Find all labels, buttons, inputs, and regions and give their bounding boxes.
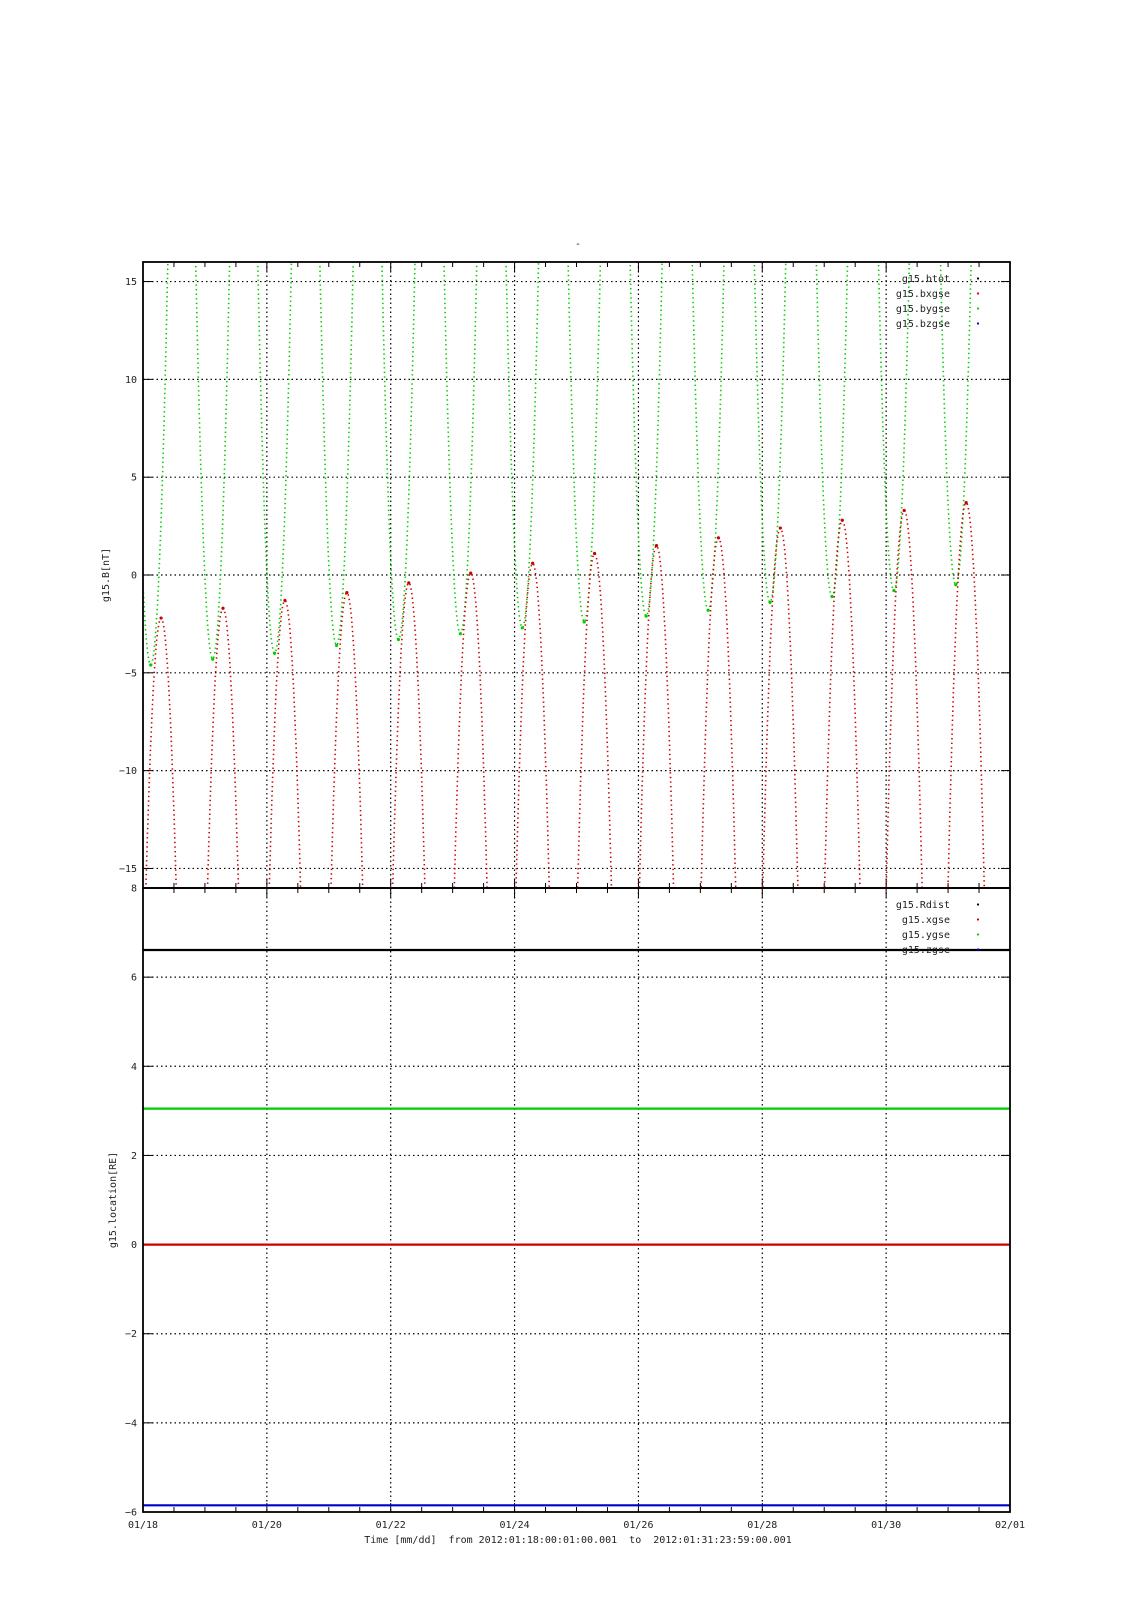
y-tick-label: 5: [130, 472, 137, 484]
legend-label: g15.ygse: [901, 930, 950, 941]
plot-area: [117, 0, 991, 1162]
bygse-minimum-point: [149, 663, 152, 666]
legend-label: g15.zgse: [901, 945, 950, 956]
time-axis: [128, 1520, 1025, 1531]
bygse-minimum-point: [459, 632, 462, 635]
bygse-minimum-point: [521, 626, 524, 629]
x-tick-label: 01/20: [251, 1520, 282, 1531]
legend-marker: [977, 307, 979, 309]
bxgse-peak-point: [283, 599, 286, 602]
x-tick-label: 02/01: [994, 1520, 1026, 1531]
y-tick-label: −4: [124, 1418, 137, 1430]
magnetic-field-panel: [101, 0, 1010, 1162]
bygse-minimum-point: [273, 652, 276, 655]
legend-marker: [977, 918, 979, 920]
y-tick-label: 6: [130, 972, 137, 984]
legend-marker: [977, 277, 979, 279]
page-title: -: [574, 239, 582, 250]
bygse-minimum-point: [830, 595, 833, 598]
series-bxgse-line: [136, 503, 991, 1162]
legend-label: g15.bzgse: [895, 319, 950, 330]
x-tick-label: 01/26: [623, 1520, 654, 1531]
bygse-minimum-point: [583, 620, 586, 623]
y-tick-label: 4: [130, 1061, 137, 1073]
legend-marker: [977, 322, 979, 324]
location-panel: [108, 884, 1010, 1519]
y-tick-label: 0: [130, 1240, 137, 1252]
y-tick-label: 8: [130, 883, 137, 895]
y-tick-label: 10: [124, 374, 137, 386]
plot-area: [143, 950, 1010, 1505]
legend-marker: [977, 903, 979, 905]
legend-label: g15.btot: [901, 274, 950, 285]
x-tick-label: 01/28: [747, 1520, 778, 1531]
bygse-minimum-point: [645, 614, 648, 617]
bxgse-peak-point: [655, 544, 658, 547]
legend-label: g15.bygse: [895, 304, 950, 315]
y-tick-label: −5: [124, 668, 137, 680]
legend-marker: [977, 933, 979, 935]
y-tick-label: −15: [118, 863, 137, 875]
bygse-minimum-point: [397, 638, 400, 641]
bygse-minimum-point: [768, 601, 771, 604]
bxgse-peak-point: [221, 607, 224, 610]
bxgse-peak-point: [531, 562, 534, 565]
bxgse-peak-point: [593, 552, 596, 555]
legend-label: g15.Rdist: [895, 900, 950, 911]
panel-frame: [143, 888, 1010, 1512]
bygse-minimum-point: [706, 609, 709, 612]
x-tick-label: 01/24: [499, 1520, 530, 1531]
bxgse-peak-point: [159, 616, 162, 619]
bxgse-peak-point: [841, 519, 844, 522]
bxgse-peak-point: [779, 526, 782, 529]
y-axis-label: g15.B[nT]: [101, 547, 112, 603]
legend-marker: [977, 292, 979, 294]
bxgse-peak-point: [407, 581, 410, 584]
bygse-minimum-point: [335, 644, 338, 647]
y-tick-label: 0: [130, 570, 137, 582]
x-axis-label: Time [mm/dd] from 2012:01:18:00:01:00.001 to 2012:01:31:23:59:00.001: [364, 1535, 792, 1546]
y-tick-label: 15: [124, 277, 137, 289]
y-tick-label: −10: [118, 766, 137, 778]
bxgse-peak-point: [717, 536, 720, 539]
bxgse-peak-point: [345, 591, 348, 594]
legend-label: g15.xgse: [901, 915, 950, 926]
series-bygse-line: [117, 0, 990, 665]
bxgse-peak-point: [965, 501, 968, 504]
bxgse-peak-point: [469, 571, 472, 574]
x-tick-label: 01/22: [375, 1520, 406, 1531]
y-axis-label: g15.location[RE]: [108, 1151, 119, 1249]
legend-label: g15.bxgse: [895, 289, 950, 300]
y-tick-label: −2: [124, 1329, 137, 1341]
x-tick-label: 01/30: [871, 1520, 902, 1531]
y-tick-label: 2: [130, 1150, 137, 1162]
legend-marker: [977, 948, 979, 950]
x-tick-label: 01/18: [127, 1520, 159, 1531]
bygse-minimum-point: [954, 583, 957, 586]
bygse-minimum-point: [211, 658, 214, 661]
bxgse-peak-point: [903, 509, 906, 512]
y-tick-label: −6: [124, 1507, 137, 1519]
bygse-minimum-point: [892, 589, 895, 592]
